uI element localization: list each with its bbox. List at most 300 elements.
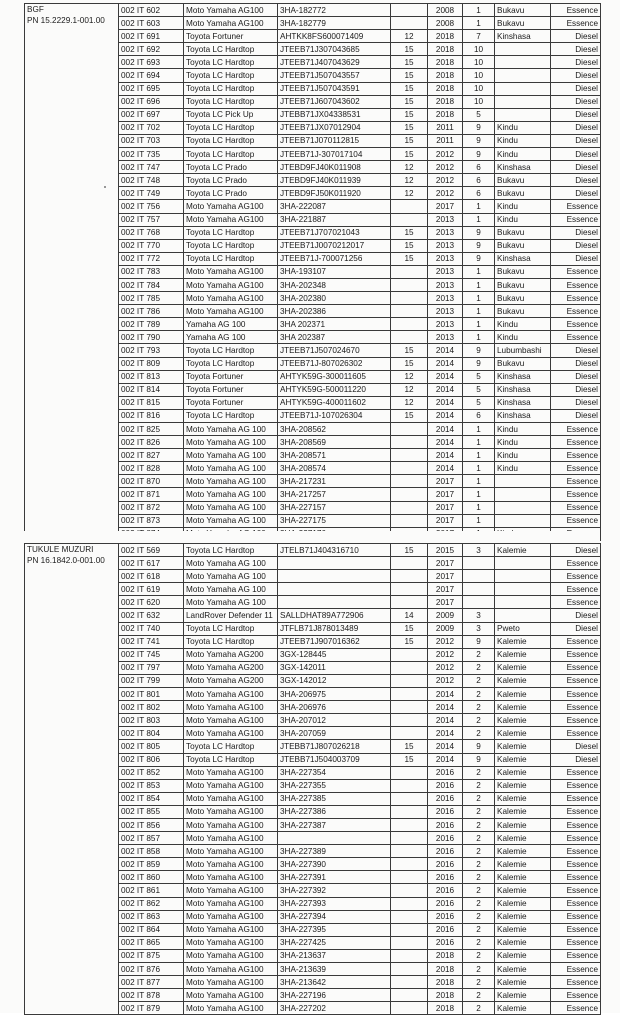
chassis-number-cell: 3HA-206976 <box>278 701 391 714</box>
vehicle-id-cell: 002 IT 864 <box>119 923 184 936</box>
vehicle-id-cell: 002 IT 757 <box>119 213 184 226</box>
model-cell: Toyota LC Prado <box>184 161 278 174</box>
model-cell: Moto Yamaha AG100 <box>184 688 278 701</box>
year-cell: 2014 <box>428 714 463 727</box>
vehicle-id-cell: 002 IT 703 <box>119 134 184 147</box>
vehicle-id-cell: 002 IT 692 <box>119 43 184 56</box>
chassis-number-cell: JTEEB71J307043685 <box>278 43 391 56</box>
year-cell: 2016 <box>428 871 463 884</box>
year-cell: 2017 <box>428 514 463 527</box>
location-cell: Kalemie <box>495 989 551 1002</box>
chassis-number-cell: JTEEB71J507043557 <box>278 69 391 82</box>
fuel-cell: Diesel <box>551 252 601 265</box>
model-cell: Moto Yamaha AG200 <box>184 661 278 674</box>
location-cell: Kalemie <box>495 1002 551 1015</box>
model-cell: Moto Yamaha AG100 <box>184 305 278 318</box>
fuel-cell: Essence <box>551 674 601 687</box>
chassis-number-cell: 3HA-182779 <box>278 17 391 30</box>
count-cell: 10 <box>463 95 495 108</box>
vehicle-id-cell: 002 IT 872 <box>119 501 184 514</box>
year-cell: 2014 <box>428 688 463 701</box>
year-cell: 2018 <box>428 1002 463 1015</box>
chassis-number-cell: 3HA-208562 <box>278 423 391 436</box>
year-cell: 2017 <box>428 488 463 501</box>
year-cell: 2018 <box>428 949 463 962</box>
seats-cell: 15 <box>391 753 428 766</box>
fuel-cell: Essence <box>551 963 601 976</box>
chassis-number-cell: JTEBB71J807026218 <box>278 740 391 753</box>
location-cell: Kindu <box>495 331 551 344</box>
fuel-cell: Essence <box>551 845 601 858</box>
chassis-number-cell: JTELB71J404316710 <box>278 544 391 557</box>
model-cell: Toyota LC Hardtop <box>184 409 278 422</box>
seats-cell <box>391 475 428 488</box>
model-cell: Moto Yamaha AG100 <box>184 884 278 897</box>
location-cell <box>495 82 551 95</box>
seats-cell <box>391 436 428 449</box>
chassis-number-cell: 3HA-227175 <box>278 514 391 527</box>
seats-cell <box>391 858 428 871</box>
vehicle-id-cell: 002 IT 783 <box>119 265 184 278</box>
location-cell: Kalemie <box>495 910 551 923</box>
location-cell: Kalemie <box>495 845 551 858</box>
seats-cell <box>391 265 428 278</box>
vehicle-id-cell: 002 IT 814 <box>119 383 184 396</box>
table-row <box>25 544 601 557</box>
model-cell: Moto Yamaha AG100 <box>184 832 278 845</box>
model-cell: Moto Yamaha AG100 <box>184 200 278 213</box>
year-cell: 2014 <box>428 449 463 462</box>
count-cell: 1 <box>463 331 495 344</box>
chassis-number-cell <box>278 596 391 609</box>
seats-cell: 15 <box>391 56 428 69</box>
seats-cell <box>391 818 428 831</box>
location-cell: Kalemie <box>495 897 551 910</box>
count-cell: 1 <box>463 305 495 318</box>
location-cell: Bukavu <box>495 174 551 187</box>
count-cell: 1 <box>463 4 495 17</box>
vehicle-id-cell: 002 IT 569 <box>119 544 184 557</box>
count-cell: 10 <box>463 56 495 69</box>
count-cell <box>463 583 495 596</box>
seats-cell <box>391 976 428 989</box>
count-cell <box>463 570 495 583</box>
chassis-number-cell: 3HA-206975 <box>278 688 391 701</box>
year-cell: 2008 <box>428 17 463 30</box>
year-cell: 2009 <box>428 622 463 635</box>
vehicle-id-cell: 002 IT 865 <box>119 936 184 949</box>
fuel-cell: Essence <box>551 436 601 449</box>
year-cell: 2017 <box>428 570 463 583</box>
chassis-number-cell: 3HA-227202 <box>278 1002 391 1015</box>
model-cell: Moto Yamaha AG100 <box>184 714 278 727</box>
model-cell: Toyota LC Hardtop <box>184 544 278 557</box>
chassis-number-cell <box>278 557 391 570</box>
seats-cell <box>391 583 428 596</box>
chassis-number-cell: JTEBD9FJ40K011939 <box>278 174 391 187</box>
vehicle-table-bgf <box>24 3 601 541</box>
year-cell: 2013 <box>428 252 463 265</box>
year-cell: 2016 <box>428 766 463 779</box>
seats-cell <box>391 200 428 213</box>
seats-cell <box>391 910 428 923</box>
count-cell: 6 <box>463 161 495 174</box>
location-cell: Kalemie <box>495 805 551 818</box>
count-cell <box>463 557 495 570</box>
seats-cell <box>391 570 428 583</box>
chassis-number-cell: JTEEB71J407043629 <box>278 56 391 69</box>
vehicle-id-cell: 002 IT 786 <box>119 305 184 318</box>
chassis-number-cell: 3HA-227355 <box>278 779 391 792</box>
seats-cell <box>391 963 428 976</box>
fuel-cell: Essence <box>551 423 601 436</box>
count-cell: 2 <box>463 884 495 897</box>
fuel-cell: Diesel <box>551 56 601 69</box>
model-cell: Toyota Fortuner <box>184 383 278 396</box>
fuel-cell: Diesel <box>551 161 601 174</box>
count-cell: 9 <box>463 753 495 766</box>
location-cell: Kinshasa <box>495 30 551 43</box>
vehicle-id-cell: 002 IT 789 <box>119 318 184 331</box>
model-cell: Moto Yamaha AG 100 <box>184 488 278 501</box>
count-cell: 1 <box>463 213 495 226</box>
seats-cell: 12 <box>391 30 428 43</box>
fuel-cell: Essence <box>551 278 601 291</box>
vehicle-id-cell: 002 IT 852 <box>119 766 184 779</box>
fuel-cell: Diesel <box>551 239 601 252</box>
fuel-cell: Essence <box>551 910 601 923</box>
model-cell: Moto Yamaha AG100 <box>184 1002 278 1015</box>
location-cell: Kalemie <box>495 779 551 792</box>
vehicle-id-cell: 002 IT 815 <box>119 396 184 409</box>
seats-cell <box>391 17 428 30</box>
seats-cell <box>391 331 428 344</box>
model-cell: Moto Yamaha AG 100 <box>184 501 278 514</box>
fuel-cell: Essence <box>551 635 601 648</box>
chassis-number-cell: 3HA-227392 <box>278 884 391 897</box>
count-cell: 1 <box>463 423 495 436</box>
chassis-number-cell: 3HA-202386 <box>278 305 391 318</box>
model-cell: Moto Yamaha AG100 <box>184 792 278 805</box>
year-cell: 2014 <box>428 423 463 436</box>
year-cell: 2016 <box>428 897 463 910</box>
vehicle-id-cell: 002 IT 694 <box>119 69 184 82</box>
fuel-cell: Essence <box>551 17 601 30</box>
model-cell: Moto Yamaha AG 100 <box>184 570 278 583</box>
count-cell: 9 <box>463 740 495 753</box>
year-cell: 2012 <box>428 148 463 161</box>
year-cell: 2014 <box>428 396 463 409</box>
chassis-number-cell: 3HA-227354 <box>278 766 391 779</box>
location-cell <box>495 43 551 56</box>
model-cell: Toyota LC Hardtop <box>184 635 278 648</box>
model-cell: Toyota LC Hardtop <box>184 56 278 69</box>
count-cell: 2 <box>463 845 495 858</box>
vehicle-id-cell: 002 IT 827 <box>119 449 184 462</box>
chassis-number-cell: AHTYK59G-300011605 <box>278 370 391 383</box>
fuel-cell: Essence <box>551 727 601 740</box>
vehicle-id-cell: 002 IT 863 <box>119 910 184 923</box>
count-cell: 1 <box>463 449 495 462</box>
fuel-cell: Diesel <box>551 108 601 121</box>
model-cell: Toyota LC Hardtop <box>184 82 278 95</box>
fuel-cell: Essence <box>551 318 601 331</box>
location-cell <box>495 108 551 121</box>
fuel-cell: Essence <box>551 858 601 871</box>
vehicle-id-cell: 002 IT 748 <box>119 174 184 187</box>
vehicle-id-cell: 002 IT 870 <box>119 475 184 488</box>
location-cell: Kindu <box>495 148 551 161</box>
count-cell: 1 <box>463 318 495 331</box>
location-cell: Kalemie <box>495 976 551 989</box>
seats-cell: 15 <box>391 121 428 134</box>
count-cell: 1 <box>463 514 495 527</box>
fuel-cell: Essence <box>551 514 601 527</box>
seats-cell <box>391 318 428 331</box>
vehicle-id-cell: 002 IT 617 <box>119 557 184 570</box>
count-cell: 5 <box>463 396 495 409</box>
fuel-cell: Essence <box>551 1002 601 1015</box>
vehicle-id-cell: 002 IT 632 <box>119 609 184 622</box>
vehicle-id-cell: 002 IT 602 <box>119 4 184 17</box>
location-cell: Kindu <box>495 213 551 226</box>
model-cell: Toyota Fortuner <box>184 30 278 43</box>
chassis-number-cell: 3HA-213639 <box>278 963 391 976</box>
model-cell: Moto Yamaha AG100 <box>184 265 278 278</box>
location-cell: Kindu <box>495 449 551 462</box>
year-cell: 2016 <box>428 805 463 818</box>
location-cell: Kalemie <box>495 544 551 557</box>
location-cell: Kinshasa <box>495 370 551 383</box>
seats-cell: 15 <box>391 148 428 161</box>
vehicle-id-cell: 002 IT 619 <box>119 583 184 596</box>
model-cell: Toyota LC Prado <box>184 187 278 200</box>
vehicle-id-cell: 002 IT 790 <box>119 331 184 344</box>
chassis-number-cell: 3GX-142012 <box>278 674 391 687</box>
seats-cell <box>391 501 428 514</box>
fuel-cell: Diesel <box>551 609 601 622</box>
year-cell: 2017 <box>428 501 463 514</box>
year-cell: 2017 <box>428 200 463 213</box>
location-cell <box>495 475 551 488</box>
seats-cell <box>391 779 428 792</box>
location-cell: Kinshasa <box>495 161 551 174</box>
location-cell: Bukavu <box>495 265 551 278</box>
location-cell: Kalemie <box>495 766 551 779</box>
count-cell: 1 <box>463 501 495 514</box>
fuel-cell: Diesel <box>551 134 601 147</box>
location-cell <box>495 514 551 527</box>
seats-cell <box>391 648 428 661</box>
vehicle-id-cell: 002 IT 603 <box>119 17 184 30</box>
location-cell: Kalemie <box>495 740 551 753</box>
model-cell: Toyota LC Hardtop <box>184 226 278 239</box>
count-cell: 2 <box>463 648 495 661</box>
count-cell: 7 <box>463 30 495 43</box>
seats-cell <box>391 792 428 805</box>
model-cell: Moto Yamaha AG100 <box>184 701 278 714</box>
seats-cell <box>391 727 428 740</box>
scan-speck <box>104 186 106 188</box>
location-cell: Kindu <box>495 121 551 134</box>
seats-cell: 15 <box>391 82 428 95</box>
model-cell: Moto Yamaha AG100 <box>184 292 278 305</box>
location-cell: Kalemie <box>495 635 551 648</box>
year-cell: 2018 <box>428 989 463 1002</box>
location-cell <box>495 56 551 69</box>
fuel-cell: Essence <box>551 832 601 845</box>
count-cell: 9 <box>463 635 495 648</box>
chassis-number-cell: 3HA-207059 <box>278 727 391 740</box>
chassis-number-cell: 3HA-202380 <box>278 292 391 305</box>
chassis-number-cell: 3HA-227425 <box>278 936 391 949</box>
count-cell: 2 <box>463 1002 495 1015</box>
vehicle-id-cell: 002 IT 741 <box>119 635 184 648</box>
count-cell: 1 <box>463 488 495 501</box>
chassis-number-cell: JTEEB71J507024670 <box>278 344 391 357</box>
year-cell: 2018 <box>428 963 463 976</box>
count-cell: 3 <box>463 609 495 622</box>
fuel-cell: Diesel <box>551 187 601 200</box>
chassis-number-cell <box>278 832 391 845</box>
location-cell <box>495 557 551 570</box>
year-cell: 2018 <box>428 108 463 121</box>
vehicle-id-cell: 002 IT 747 <box>119 161 184 174</box>
chassis-number-cell: 3HA-208571 <box>278 449 391 462</box>
model-cell: Moto Yamaha AG200 <box>184 674 278 687</box>
location-cell: Kalemie <box>495 923 551 936</box>
chassis-number-cell: JTEEB71J607043602 <box>278 95 391 108</box>
model-cell: Moto Yamaha AG 100 <box>184 475 278 488</box>
chassis-number-cell: JTEBD9FJ40K011908 <box>278 161 391 174</box>
model-cell: Moto Yamaha AG100 <box>184 779 278 792</box>
vehicle-id-cell: 002 IT 797 <box>119 661 184 674</box>
fuel-cell: Essence <box>551 949 601 962</box>
fuel-cell: Essence <box>551 596 601 609</box>
year-cell: 2014 <box>428 753 463 766</box>
seats-cell <box>391 871 428 884</box>
year-cell: 2012 <box>428 674 463 687</box>
model-cell: Moto Yamaha AG100 <box>184 4 278 17</box>
chassis-number-cell: 3HA-227394 <box>278 910 391 923</box>
year-cell: 2017 <box>428 596 463 609</box>
seats-cell: 15 <box>391 108 428 121</box>
year-cell: 2016 <box>428 923 463 936</box>
vehicle-id-cell: 002 IT 618 <box>119 570 184 583</box>
seats-cell: 15 <box>391 409 428 422</box>
count-cell: 9 <box>463 357 495 370</box>
count-cell: 9 <box>463 134 495 147</box>
year-cell: 2014 <box>428 740 463 753</box>
chassis-number-cell: JTEEB71J907016362 <box>278 635 391 648</box>
model-cell: Moto Yamaha AG100 <box>184 949 278 962</box>
year-cell: 2012 <box>428 635 463 648</box>
chassis-number-cell: 3HA-193107 <box>278 265 391 278</box>
seats-cell <box>391 488 428 501</box>
vehicle-id-cell: 002 IT 740 <box>119 622 184 635</box>
year-cell: 2009 <box>428 609 463 622</box>
location-cell: Kalemie <box>495 674 551 687</box>
chassis-number-cell: 3HA-208574 <box>278 462 391 475</box>
year-cell: 2016 <box>428 884 463 897</box>
chassis-number-cell: AHTKK8FS600071409 <box>278 30 391 43</box>
seats-cell <box>391 701 428 714</box>
fuel-cell: Essence <box>551 923 601 936</box>
count-cell: 5 <box>463 108 495 121</box>
year-cell: 2018 <box>428 976 463 989</box>
location-cell: Pweto <box>495 622 551 635</box>
fuel-cell: Essence <box>551 292 601 305</box>
seats-cell <box>391 688 428 701</box>
seats-cell: 12 <box>391 370 428 383</box>
vehicle-id-cell: 002 IT 809 <box>119 357 184 370</box>
fuel-cell: Diesel <box>551 148 601 161</box>
location-cell: Kalemie <box>495 858 551 871</box>
location-cell: Bukavu <box>495 187 551 200</box>
year-cell: 2013 <box>428 239 463 252</box>
year-cell: 2018 <box>428 69 463 82</box>
count-cell: 2 <box>463 832 495 845</box>
fuel-cell: Diesel <box>551 226 601 239</box>
fuel-cell: Essence <box>551 936 601 949</box>
model-cell: LandRover Defender 11 <box>184 609 278 622</box>
chassis-number-cell: JTEEB71J507043591 <box>278 82 391 95</box>
model-cell: Toyota LC Hardtop <box>184 357 278 370</box>
count-cell: 2 <box>463 949 495 962</box>
location-cell: Kalemie <box>495 688 551 701</box>
seats-cell <box>391 805 428 818</box>
model-cell: Moto Yamaha AG 100 <box>184 583 278 596</box>
vehicle-id-cell: 002 IT 793 <box>119 344 184 357</box>
chassis-number-cell: 3HA-227395 <box>278 923 391 936</box>
vehicle-id-cell: 002 IT 695 <box>119 82 184 95</box>
year-cell: 2013 <box>428 213 463 226</box>
chassis-number-cell <box>278 583 391 596</box>
count-cell: 3 <box>463 544 495 557</box>
year-cell: 2014 <box>428 357 463 370</box>
vehicle-id-cell: 002 IT 804 <box>119 727 184 740</box>
model-cell: Moto Yamaha AG 100 <box>184 514 278 527</box>
chassis-number-cell: 3HA-227390 <box>278 858 391 871</box>
model-cell: Toyota LC Hardtop <box>184 252 278 265</box>
project-number: PN 16.1842.0-001.00 <box>27 556 105 565</box>
table-row <box>25 4 601 17</box>
vehicle-id-cell: 002 IT 691 <box>119 30 184 43</box>
chassis-number-cell: JTEEB71J707021043 <box>278 226 391 239</box>
count-cell: 10 <box>463 43 495 56</box>
location-cell: Lubumbashi <box>495 344 551 357</box>
seats-cell: 12 <box>391 187 428 200</box>
fuel-cell: Essence <box>551 557 601 570</box>
location-cell: Kalemie <box>495 714 551 727</box>
chassis-number-cell: JTEEB71JX07012904 <box>278 121 391 134</box>
location-cell: Bukavu <box>495 4 551 17</box>
chassis-number-cell: 3HA-217257 <box>278 488 391 501</box>
model-cell: Moto Yamaha AG100 <box>184 17 278 30</box>
seats-cell: 12 <box>391 383 428 396</box>
seats-cell <box>391 292 428 305</box>
model-cell: Toyota LC Hardtop <box>184 740 278 753</box>
year-cell: 2017 <box>428 557 463 570</box>
location-cell: Kindu <box>495 423 551 436</box>
location-cell: Kindu <box>495 134 551 147</box>
location-cell: Kalemie <box>495 648 551 661</box>
vehicle-id-cell: 002 IT 860 <box>119 871 184 884</box>
fuel-cell: Essence <box>551 792 601 805</box>
vehicle-table-tukule-muzuri <box>24 543 601 1015</box>
vehicle-id-cell: 002 IT 756 <box>119 200 184 213</box>
vehicle-id-cell: 002 IT 803 <box>119 714 184 727</box>
